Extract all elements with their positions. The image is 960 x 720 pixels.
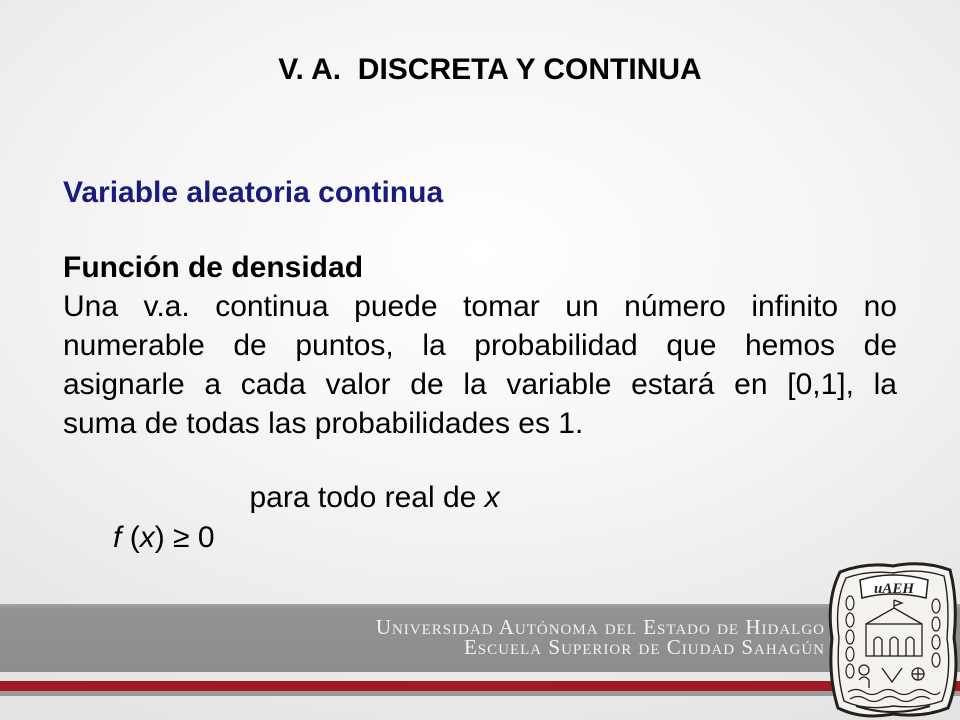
topic-heading: Función de densidad [63,251,364,284]
university-name: Universidad Autónoma del Estado de Hidalgo [375,615,825,639]
school-name: Escuela Superior de Ciudad Sahagún [463,635,825,659]
paragraph-line: suma de todas las probabilidades es 1. [63,407,584,440]
logo-lettering: uAEH [873,581,915,597]
inequality: ) ≥ 0 [154,521,215,554]
university-seal-logo [826,558,960,720]
variable-symbol: x [139,521,155,554]
paragraph-line: asignarle a cada valor de la variable estará en [0,1], la [63,368,897,401]
description-variable: x [484,481,500,514]
paragraph-line: Una v.a. continua puede tomar un número infinito no [63,290,897,323]
footer-bottom-stripe [0,691,960,696]
section-subtitle: Variable aleatoria continua [63,176,444,209]
institution-name [376,617,825,657]
condition-description [250,478,500,598]
density-condition [63,478,500,598]
condition-expression [63,478,215,598]
slide-title: V. A. DISCRETA Y CONTINUA [278,53,702,86]
footer-accent-stripe [0,681,960,691]
function-symbol: f [113,521,122,554]
description-text: para todo real de [249,481,485,514]
paragraph-line: numerable de puntos, la probabilidad que hemos de [63,329,897,362]
definition-paragraph [63,287,897,443]
open-paren: ( [121,521,140,554]
